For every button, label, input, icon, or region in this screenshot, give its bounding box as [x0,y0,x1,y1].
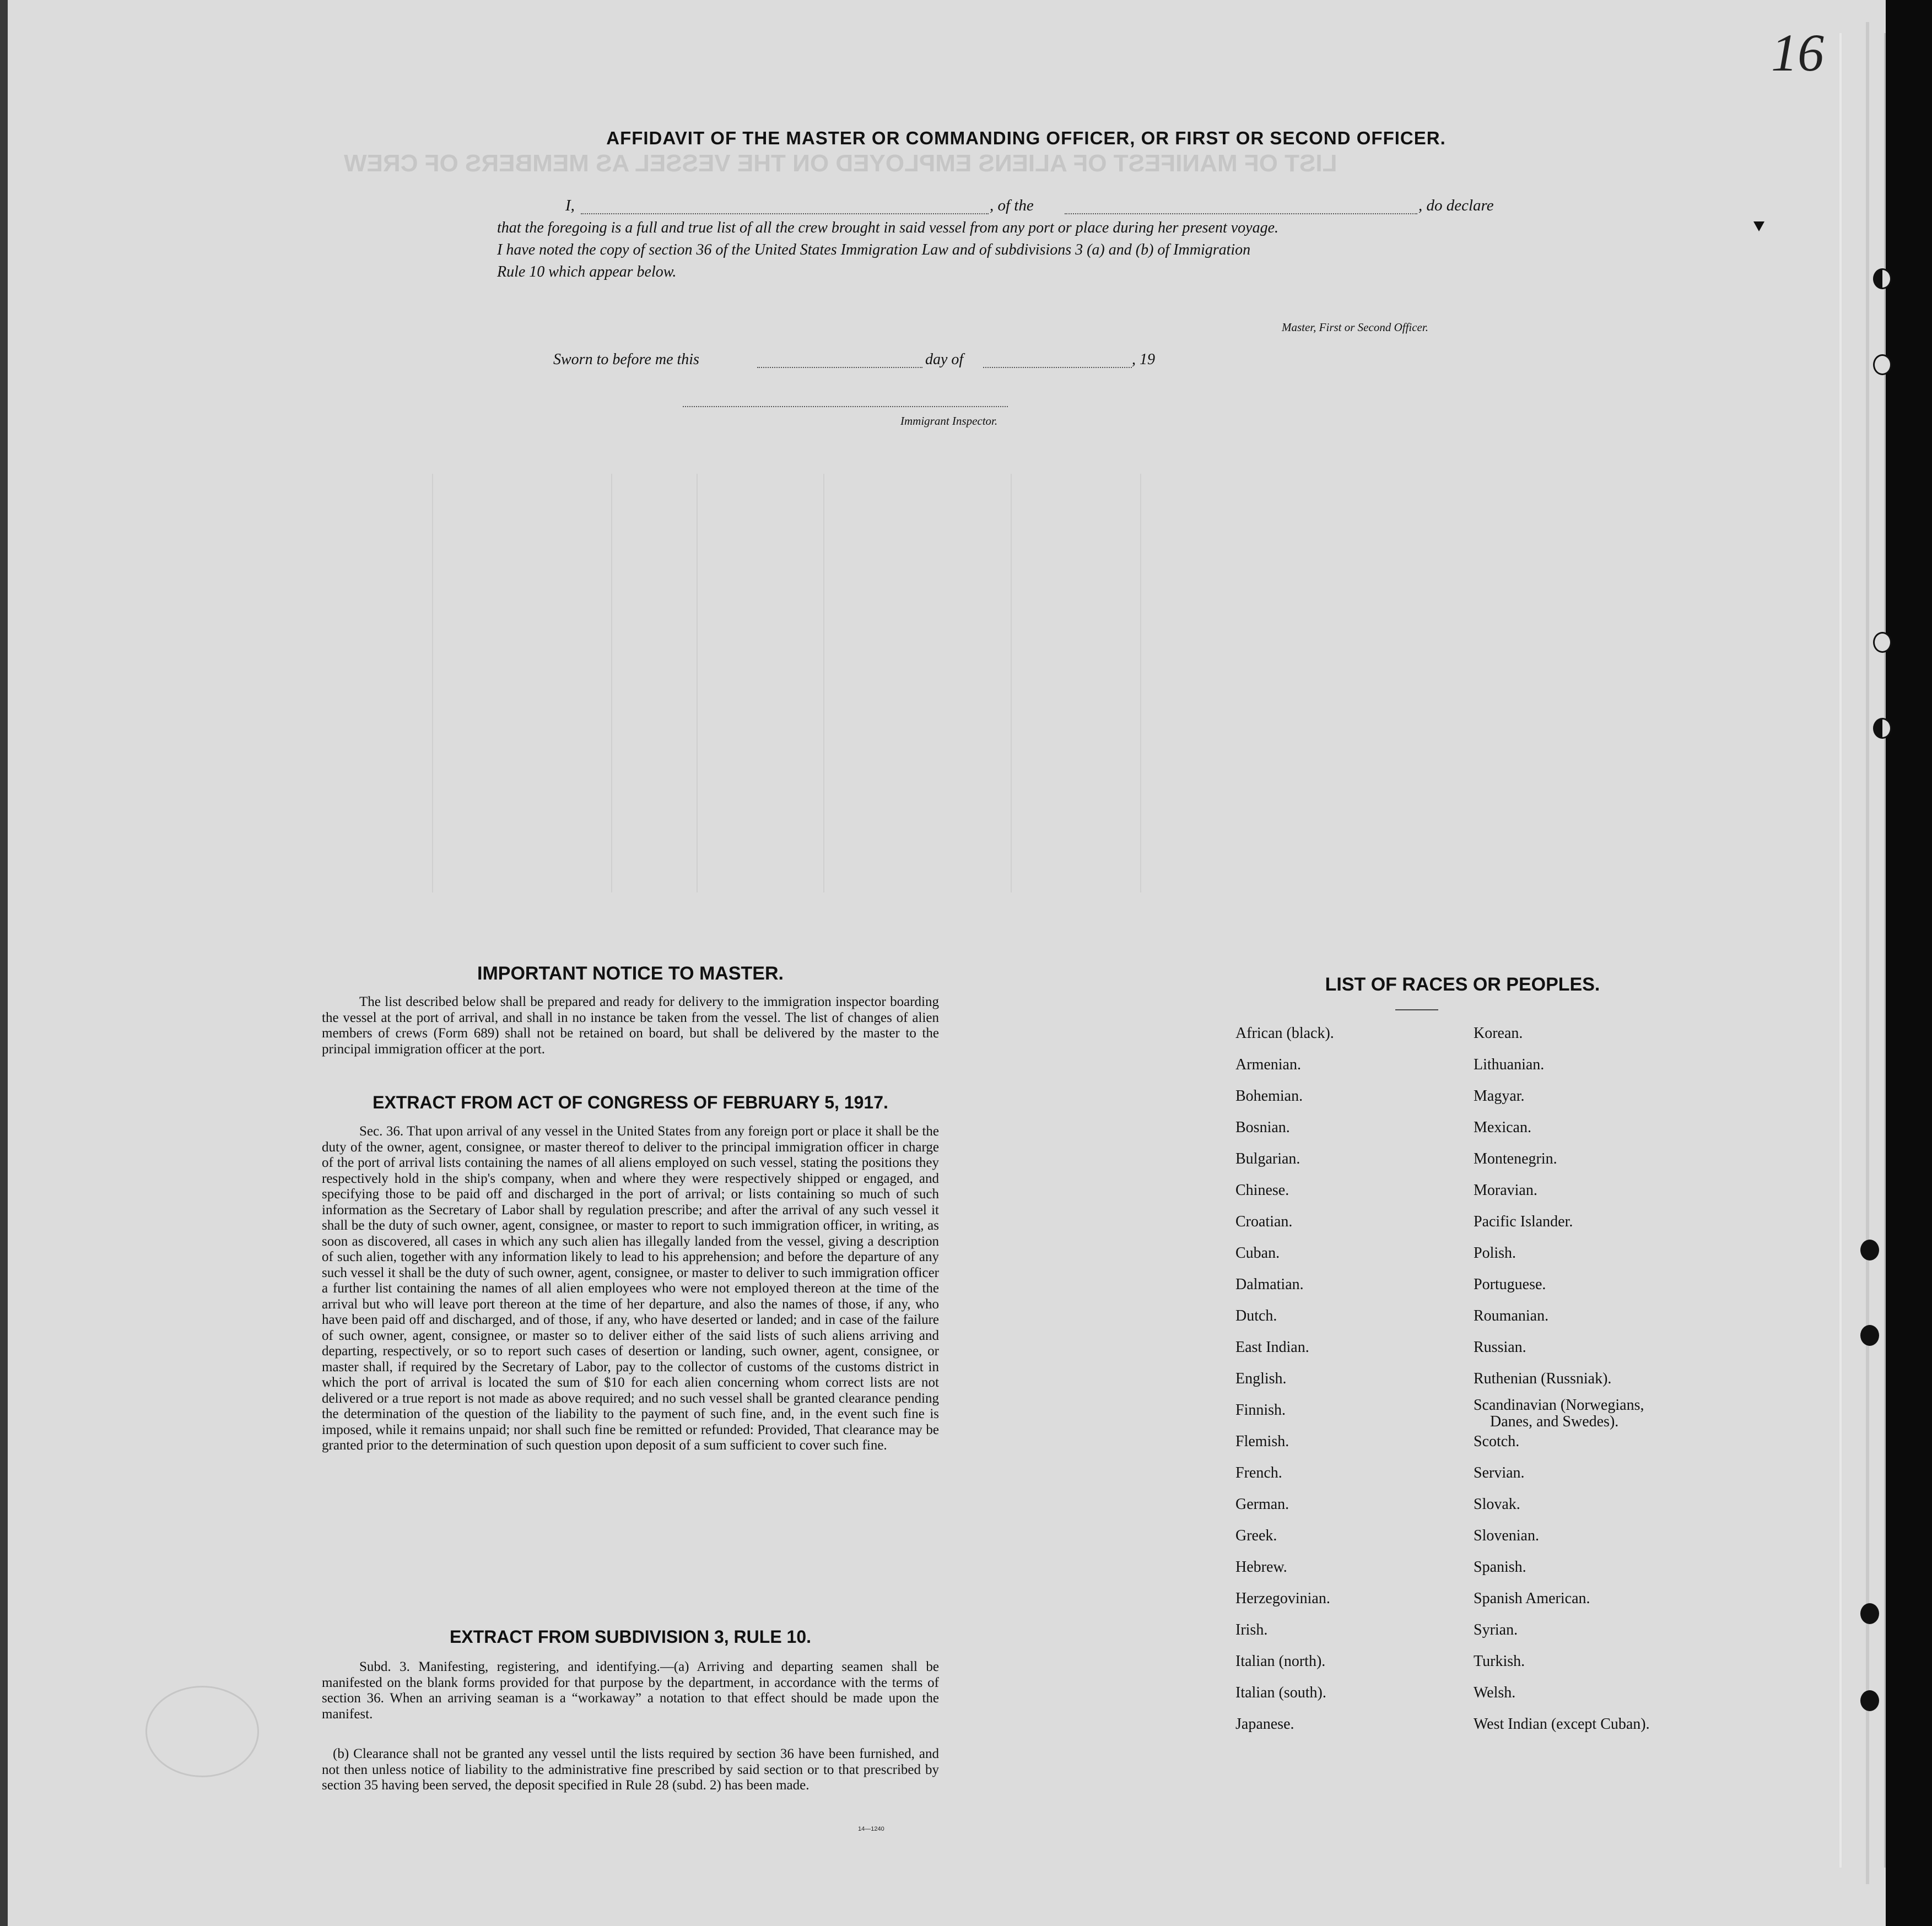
name-blank [581,212,989,214]
race-item: Bosnian. [1235,1119,1290,1136]
act-extract-title: EXTRACT FROM ACT OF CONGRESS OF FEBRUARY 5, 1917. [373,1092,888,1112]
notice-text: The list described below shall be prepared and ready for delivery to the immigration inspector boarding the vessel at the port of arrival, and shall in no instance be taken from the vessel. The list of changes of alien members of crews (Form 689) shall not be retained on board, but shall be delivered by the master to the principal immigration officer at the port. [322,994,939,1057]
race-item: Russian. [1474,1339,1526,1356]
race-item: Hebrew. [1235,1559,1287,1576]
race-item: Scotch. [1474,1433,1520,1450]
year-text: , 19 [1132,351,1155,368]
affidavit-i: I, [565,197,575,214]
race-item: Mexican. [1474,1119,1531,1136]
faint-stamp [145,1686,259,1777]
binder-hole-icon [1873,268,1892,289]
race-item: Spanish. [1474,1559,1526,1576]
rule-extract-text-a: Subd. 3. Manifesting, registering, and identifying.—(a) Arriving and departing seamen shall be manifested on the blank forms provided for that purpose by the department, in accordance with the terms of section 36. When an arriving seaman is a “workaway” a notation to that effect should be made upon the manifest. [322,1659,939,1722]
race-item: Turkish. [1474,1653,1525,1670]
races-tick-mark [1395,1009,1438,1010]
race-item: Pacific Islander. [1474,1213,1573,1230]
race-item: Korean. [1474,1025,1523,1042]
race-item: Japanese. [1235,1716,1294,1733]
race-item: Slovak. [1474,1496,1520,1513]
race-item: Roumanian. [1474,1307,1549,1324]
sworn-text: Sworn to before me this [553,351,699,368]
month-blank [983,366,1132,368]
race-item: Spanish American. [1474,1590,1590,1607]
binder-hole-icon [1873,632,1892,653]
day-of-text: day of [925,351,964,368]
race-item: Italian (south). [1235,1684,1326,1701]
rule-extract-text-b: (b) Clearance shall not be granted any vessel until the lists required by section 36 have been furnished, and not then unless notice of liability to the administrative fine prescribed by said section or to that prescribed by section 35 having been served, the deposit specified in Rule 28 (subd. 2) has been made. [322,1746,939,1793]
notice-title: IMPORTANT NOTICE TO MASTER. [477,963,784,984]
inspector-caption: Immigrant Inspector. [900,414,998,428]
race-item: Moravian. [1474,1182,1537,1199]
race-item: Polish. [1474,1245,1517,1262]
ghost-column-line [1011,474,1012,892]
race-item: African (black). [1235,1025,1334,1042]
binder-hole-icon [1860,1325,1879,1346]
affidavit-declare: , do declare [1418,197,1494,214]
race-item: Herzegovinian. [1235,1590,1330,1607]
ghost-column-line [823,474,824,892]
ghost-column-line [697,474,698,892]
binder-hole-icon [1873,354,1892,375]
race-item: Irish. [1235,1621,1268,1638]
binder-hole-icon [1860,1240,1879,1260]
affidavit-line2: that the foregoing is a full and true list of all the crew brought in said vessel from any port or place during her present voyage. [497,219,1279,236]
race-item: Dutch. [1235,1307,1277,1324]
race-item: Bulgarian. [1235,1150,1300,1167]
binder-hole-icon [1860,1603,1879,1624]
affidavit-title: AFFIDAVIT OF THE MASTER OR COMMANDING OFFICER, OR FIRST OR SECOND OFFICER. [606,128,1446,148]
race-item: German. [1235,1496,1289,1513]
race-item: Scandinavian (Norwegians, [1474,1397,1644,1414]
race-item: Syrian. [1474,1621,1518,1638]
ghost-column-line [1140,474,1141,892]
race-item: Armenian. [1235,1056,1301,1073]
affidavit-line3: I have noted the copy of section 36 of the United States Immigration Law and of subdivisions 3 (a) and (b) of Immigration [497,241,1251,258]
race-item: East Indian. [1235,1339,1309,1356]
race-item: Flemish. [1235,1433,1289,1450]
race-item: Chinese. [1235,1182,1289,1199]
race-item: Portuguese. [1474,1276,1546,1293]
race-item: Ruthenian (Russniak). [1474,1370,1612,1387]
race-item: Lithuanian. [1474,1056,1545,1073]
race-item: Danes, and Swedes). [1490,1413,1619,1430]
binder-hole-icon [1860,1690,1879,1711]
page-edge [1839,33,1886,1868]
race-item: Finnish. [1235,1402,1286,1419]
race-item: English. [1235,1370,1287,1387]
race-item: West Indian (except Cuban). [1474,1716,1650,1733]
race-item: Bohemian. [1235,1088,1303,1105]
sworn-day-blank [757,366,922,368]
form-number: 14—1240 [858,1826,884,1832]
affidavit-of-the: , of the [990,197,1034,214]
race-item: Dalmatian. [1235,1276,1304,1293]
arrow-mark-icon [1753,221,1764,231]
background-bleed-heading: LIST OF MANIFEST OF ALIENS EMPLOYED ON THE VESSEL AS MEMBERS OF CREW [344,150,1337,177]
race-item: Slovenian. [1474,1527,1539,1544]
race-item: Greek. [1235,1527,1277,1544]
master-signature-caption: Master, First or Second Officer. [1282,321,1428,334]
ghost-column-line [611,474,612,892]
ghost-column-line [432,474,433,892]
inspector-signature-blank [683,405,1008,407]
race-item: Croatian. [1235,1213,1293,1230]
race-item: Italian (north). [1235,1653,1326,1670]
race-item: French. [1235,1464,1282,1481]
race-item: Cuban. [1235,1245,1280,1262]
race-item: Magyar. [1474,1088,1525,1105]
affidavit-line4: Rule 10 which appear below. [497,263,677,280]
page-number: 16 [1771,23,1824,82]
vessel-blank [1065,212,1417,214]
binder-hole-icon [1873,718,1892,739]
race-item: Welsh. [1474,1684,1516,1701]
race-item: Montenegrin. [1474,1150,1557,1167]
rule-extract-title: EXTRACT FROM SUBDIVISION 3, RULE 10. [449,1627,812,1647]
races-title: LIST OF RACES OR PEOPLES. [1325,974,1600,995]
race-item: Servian. [1474,1464,1525,1481]
act-extract-text: Sec. 36. That upon arrival of any vessel in the United States from any foreign port or place it shall be the duty of the owner, agent, consignee, or master thereof to deliver to the principal immigration officer in charge of the port of arrival lists containing the names of all aliens employed on such vessel, stating the positions they respectively hold in the ship's company, when and where they were respectively shipped or engaged, and specifying those to be paid off and discharged in the port of arrival; or lists containing so much of such information as the Secretary of Labor shall by regulation prescribe; and after the arrival of any such vessel it shall be the duty of such owner, agent, consignee, or master to report to such immigration officer, in writing, as soon as discovered, all cases in which any such alien has illegally landed from the vessel, giving a description of such alien, together with any information likely to lead to his apprehension; and before the departure of any such vessel it shall be the duty of such owner, agent, consignee, or master to deliver to such immigration officer a further list containing the names of all alien employees who were not employed thereon at the time of the arrival but who will leave port thereon at the time of her departure, and also the names of those, if any, who have been paid off and discharged, and of those, if any, who have deserted or landed; and in case of the failure of such owner, agent, consignee, or master so to deliver either of the said lists of such aliens arriving and departing, respectively, or so to report such cases of desertion or landing, such owner, agent, consignee, or master shall, if required by the Secretary of Labor, pay to the collector of customs of the customs district in which the port of arrival is located the sum of $10 for each alien concerning whom correct lists are not delivered or a true report is not made as above required; and no such vessel shall be granted clearance pending the determination of the question of the liability to the payment of such fine, and, in the event such fine is imposed, while it remains unpaid; nor shall such fine be remitted or refunded: Provided, That clearance may be granted prior to the determination of such question upon deposit of a sum sufficient to cover such fine. [322,1124,939,1453]
